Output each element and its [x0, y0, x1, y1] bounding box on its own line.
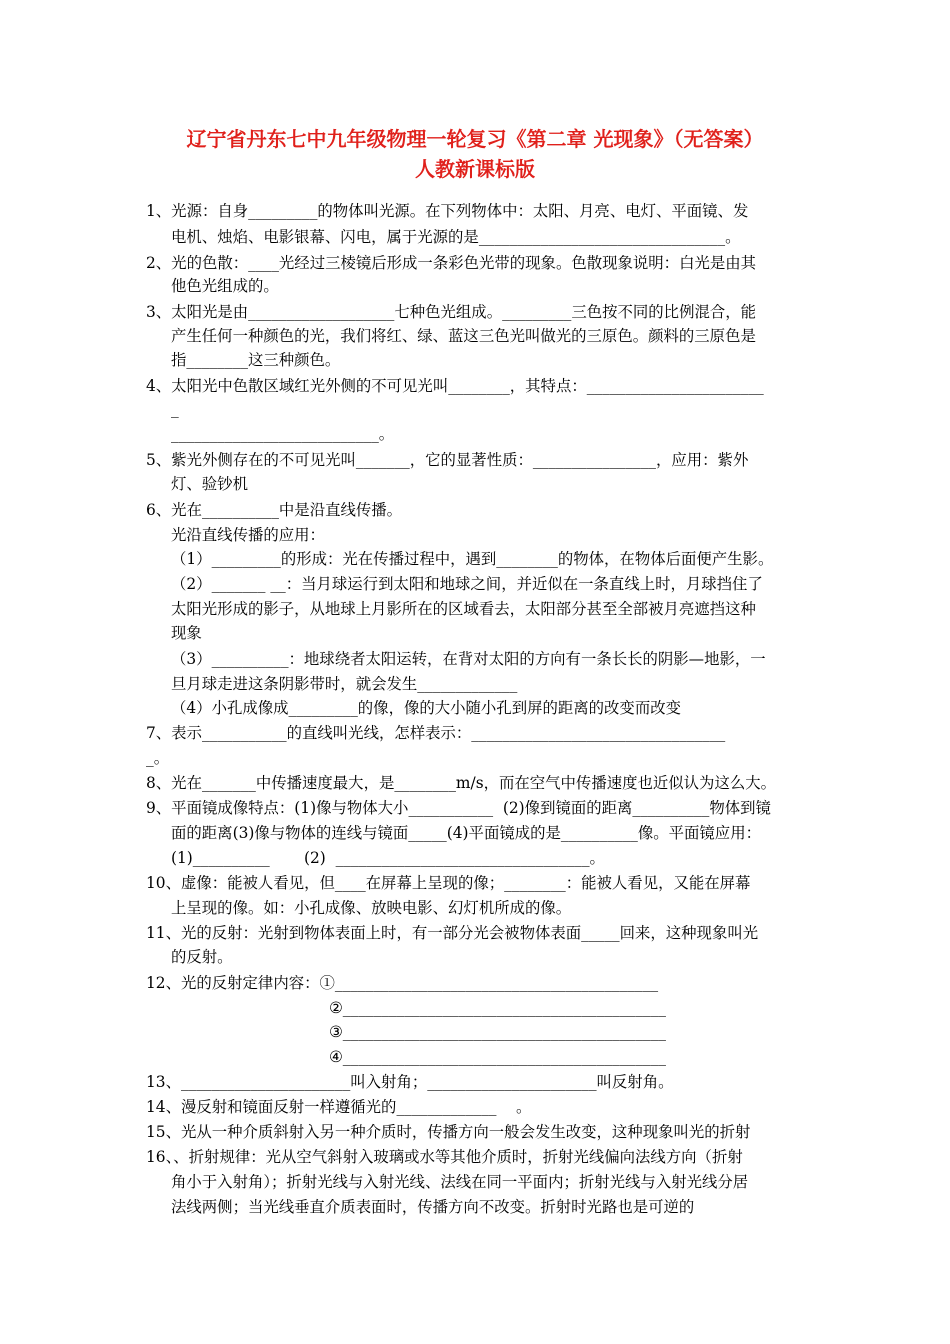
- question-11: 11、光的反射：光射到物体表面上时，有一部分光会被物体表面_____回来，这种现象叫光: [146, 924, 759, 942]
- question-12-item-4: ④__________________________________________: [329, 1048, 667, 1066]
- question-5: 5、紫光外侧存在的不可见光叫_______，它的显著性质：________________，应用：紫外: [146, 451, 749, 469]
- question-6-item-4: （4）小孔成像成_________的像，像的大小随小孔到屏的距离的改变而改变: [171, 699, 681, 717]
- question-2: 2、光的色散：____光经过三棱镜后形成一条彩色光带的现象。色散现象说明：白光是由其: [146, 254, 757, 272]
- question-9-cont: 面的距离(3)像与物体的连线与镜面_____(4)平面镜成的是__________像。平面镜应用：: [171, 824, 761, 842]
- question-3-cont: 产生任何一种颜色的光，我们将红、绿、蓝这三色光叫做光的三原色。颜料的三原色是: [171, 327, 756, 345]
- question-15: 15、光从一种介质斜射入另一种介质时，传播方向一般会发生改变，这种现象叫光的折射: [146, 1123, 751, 1141]
- question-12: 12、光的反射定律内容：①__________________________________________: [146, 974, 659, 992]
- question-6-item-2: （2）_______ __：当月球运行到太阳和地球之间，并近似在一条直线上时，月球挡住了: [171, 575, 763, 593]
- question-13: 13、______________________叫入射角；______________________叫反射角。: [146, 1073, 674, 1091]
- question-4: 4、太阳光中色散区域红光外侧的不可见光叫________，其特点：_______________________: [146, 377, 764, 395]
- question-12-item-3: ③__________________________________________: [329, 1023, 667, 1041]
- document-title-line2: 人教新课标版: [415, 157, 535, 181]
- question-16-cont: 法线两侧；当光线垂直介质表面时，传播方向不改变。折射时光路也是可逆的: [171, 1198, 695, 1216]
- question-4-cont: ___________________________。: [171, 425, 395, 443]
- document-title-line1: 辽宁省丹东七中九年级物理一轮复习《第二章 光现象》（无答案）: [186, 127, 764, 151]
- question-6: 6、光在__________中是沿直线传播。: [146, 501, 403, 519]
- question-3-cont: 指________这三种颜色。: [171, 351, 341, 369]
- question-10: 10、虚像：能被人看见，但____在屏幕上呈现的像；________：能被人看见，又能在屏幕: [146, 874, 751, 892]
- question-6-item-2-cont: 现象: [171, 624, 202, 642]
- question-12-item-2: ②__________________________________________: [329, 999, 667, 1017]
- question-3: 3、太阳光是由___________________七种色光组成。_________三色按不同的比例混合，能: [146, 303, 757, 321]
- question-16-cont: 角小于入射角）；折射光线与入射光线、法线在同一平面内；折射光线与入射光线分居: [171, 1173, 749, 1191]
- question-6-item-2-cont: 太阳光形成的影子，从地球上月影所在的区域看去，太阳部分甚至全部被月亮遮挡这种: [171, 600, 756, 618]
- question-6-item-1: （1）_________的形成：光在传播过程中，遇到________的物体，在物体后面便产生影。: [171, 550, 774, 568]
- question-6-item-3: （3）__________：地球绕者太阳运转，在背对太阳的方向有一条长长的阴影—地影，一: [171, 650, 766, 668]
- question-6-subheading: 光沿直线传播的应用：: [171, 526, 325, 544]
- question-10-cont: 上呈现的像。如：小孔成像、放映电影、幻灯机所成的像。: [171, 899, 572, 917]
- question-1-cont: 电机、烛焰、电影银幕、闪电，属于光源的是________________________________。: [171, 228, 741, 246]
- question-1: 1、光源：自身_________的物体叫光源。在下列物体中：太阳、月亮、电灯、平面镜、发: [146, 202, 749, 220]
- question-2-cont: 他色光组成的。: [171, 277, 279, 295]
- question-8: 8、光在_______中传播速度最大，是________m/s，而在空气中传播速度也近似认为这么大。: [146, 774, 777, 792]
- question-6-item-3-cont: 旦月球走进这条阴影带时，就会发生_____________: [171, 675, 518, 693]
- question-7: 7、表示___________的直线叫光线，怎样表示：_________________________________: [146, 724, 726, 742]
- question-5-cont: 灯、验钞机: [171, 475, 248, 493]
- question-9-applications: (1)__________ (2) _________________________________。: [171, 849, 605, 867]
- question-14: 14、漫反射和镜面反射一样遵循光的_____________ 。: [146, 1098, 532, 1116]
- question-16: 16、、折射规律：光从空气斜射入玻璃或水等其他介质时，折射光线偏向法线方向（折射: [146, 1148, 743, 1166]
- question-4-cont: _: [171, 400, 179, 418]
- question-11-cont: 的反射。: [171, 948, 233, 966]
- question-7-cont: _。: [146, 749, 170, 767]
- question-9: 9、平面镜成像特点：(1)像与物体大小___________ (2)像到镜面的距离__________物体到镜: [146, 799, 771, 817]
